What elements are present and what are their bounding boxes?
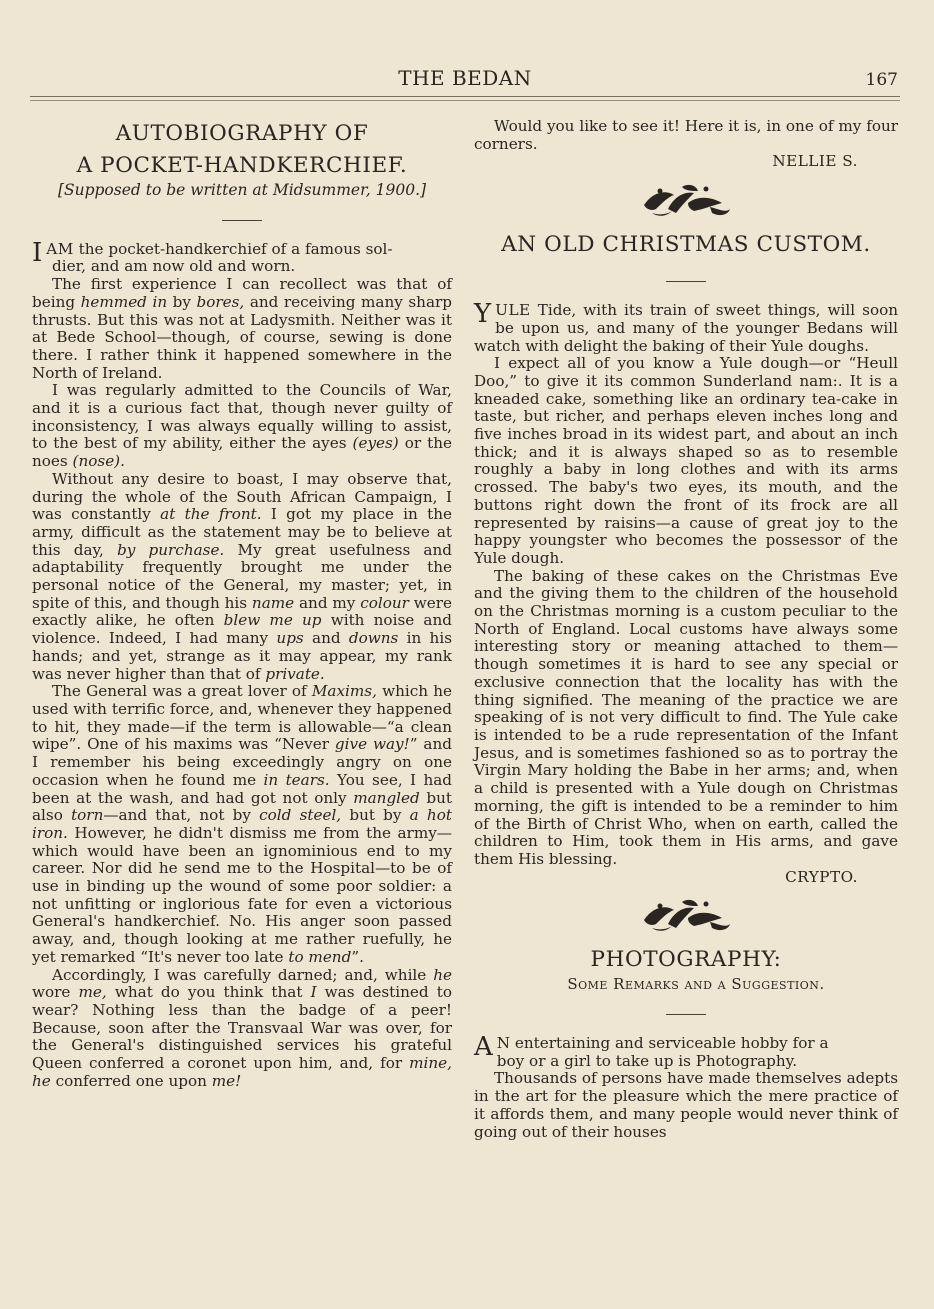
article3-paragraph-2: Thousands of persons have made themselves adepts in the art for the pleasure which the mere practice of it affords them, and many people would never think of going out of their houses (474, 1069, 898, 1141)
drop-cap: A (474, 1032, 493, 1063)
article1-paragraph-4: Without any desire to boast, I may observe that, during the whole of the South African Campaign, I was constantly at the front. I got my place in the army, difficult as the statement may be to believe at this day, by purchase. My great usefulness and adaptability frequently brought me under the personal notice of the General, my master; yet, in spite of this, and though his name and my colour were exactly alike, he often blew me up with noise and violence. Indeed, I had many ups and downs in his hands; and yet, strange as it may appear, my rank was never higher than that of private. (32, 469, 452, 683)
journal-title: THE BEDAN (398, 66, 532, 90)
article1-paragraph-1: IAM the pocket-handkerchief of a famous sol- dier, and am now old and worn. (32, 237, 393, 276)
right-column (474, 118, 898, 1141)
article1-closing: Would you like to see it! Here it is, in one of my four corners. (474, 117, 898, 153)
article2-paragraph-2: I expect all of you know a Yule dough—or “Heull Doo,” to give it its common Sunderland nam:. It is a kneaded cake, something like an ordinary tea-cake in taste, but richer, and perhaps eleven inches long and five inches broad in its widest part, and about an inch thick; and it is always shaped so as to resemble roughly a baby in long clothes and with its arms crossed. The baby's two eyes, its mouth, and the buttons right down the front of its frock are all represented by raisins—a cause of great joy to the happy youngster who becomes the possessor of the Yule dough. (474, 354, 898, 567)
article3-paragraph-1: A N entertaining and serviceable hobby for a boy or a girl to take up is Photography. (474, 1032, 829, 1070)
article1-paragraph-3: I was regularly admitted to the Councils of War, and it is a curious fact that, though never guilty of inconsistency, I was always equally willing to assist, to the best of my ability, either the ayes (eyes) or the noes (nose). (32, 381, 452, 471)
article2-title: AN OLD CHRISTMAS CUSTOM. (501, 232, 871, 258)
header-rule-double (30, 100, 900, 101)
running-head (30, 64, 900, 94)
separator-rule (222, 220, 262, 221)
article1-title-line1: AUTOBIOGRAPHY OF (115, 121, 369, 146)
article2-signature: CRYPTO. (785, 867, 858, 886)
article3-subtitle: Some Remarks and a Suggestion. (567, 975, 825, 994)
article2-paragraph-1: YULE Tide, with its train of sweet things, will soon be upon us, and many of the younger Bedans will watch with delight the baking of their Yule doughs. (474, 299, 899, 355)
floral-ornament-icon (638, 894, 734, 934)
article1-paragraph-6: Accordingly, I was carefully darned; and, while he wore me, what do you think that I was destined to wear? Nothing less than the badge of a peer! Because, soon after the Transvaal War was over, for the General's distinguished services his grateful Queen conferred a coronet upon him, and, for mine, he conferred one upon me! (32, 965, 452, 1090)
article1-paragraph-5: The General was a great lover of Maxims, which he used with terrific force, and, whenever they happened to hit, they made—if the term is allowable—“a clean wipe”. One of his maxims was “Never give way!” and I remember his being exceedingly angry on one occasion when he found me in tears. You see, I had been at the wash, and had got not only mangled but also torn—and that, not by cold steel, but by a hot iron. However, he didn't dismiss me from the army—which would have been an ignominious end to my career. Nor did he send me to the Hospital—to be of use in binding up the wound of some poor soldier: a not unfitting or inglorious fate for even a victorious General's handkerchief. No. His anger soon passed away, and, though looking at me rather ruefully, he yet remarked “It's never too late to mend”. (32, 682, 453, 966)
article1-subtitle: [Supposed to be written at Midsummer, 1900.] (57, 181, 427, 199)
drop-cap: Y (474, 299, 492, 330)
header-rule (30, 96, 900, 97)
article2-paragraph-3: The baking of these cakes on the Christmas Eve and the giving them to the children of the household on the Christmas morning is a custom peculiar to the North of England. Local customs have always some interesting story or meaning attached to them—though sometimes it is hard to see any special or exclusive connection that the locality has with the thing signified. The meaning of the practice we are speaking of is not very difficult to find. The Yule cake is intended to be a rude representation of the Infant Jesus, and is sometimes fashioned so as to portray the Virgin Mary holding the Babe in her arms; and, when a child is presented with a Yule dough on Christmas morning, the gift is intended to be a reminder to him of the Birth of Christ Who, when on earth, called the children to Him, took them in His arms, and gave them His blessing. (474, 566, 898, 868)
article1-signature: NELLIE S. (772, 152, 858, 171)
floral-ornament-icon (638, 179, 734, 219)
article1-title (32, 118, 452, 182)
article3-title: PHOTOGRAPHY: (590, 947, 782, 973)
separator-rule (666, 1014, 706, 1015)
page-number: 167 (865, 70, 898, 90)
drop-cap: I (32, 237, 43, 268)
separator-rule (666, 281, 706, 282)
left-column (32, 118, 452, 1090)
article1-paragraph-2: The first experience I can recollect was that of being hemmed in by bores, and receiving many sharp thrusts. But this was not at Ladysmith. Neither was it at Bede School—though, of course, sewing is done there. I rather think it happened somewhere in the North of Ireland. (32, 275, 452, 382)
article1-title-line2: A POCKET-HANDKERCHIEF. (76, 153, 408, 178)
